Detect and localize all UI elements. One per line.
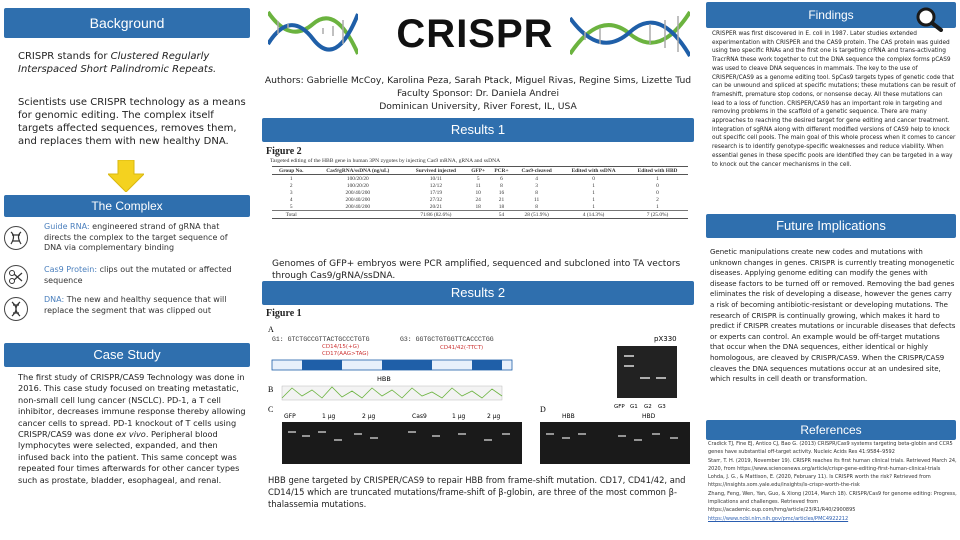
- case-study-body: The first study of CRISPR/CAS9 Technology was done in 2016. This case study focused on treating metastatic, non-small cell lung cancer (NSCLC). PD-1, a T cell inhibitor, decreases immune response thereby allowing cancer cells to spread. PD-1 knockout of T cells using CRISPR/CAS9 was done ex vivo. Peripheral blood lymphocytes were selected, expanded, and then infused back into the patient. This same concept was repeated four times afterwards for other cancer types such as prostate, bladder, esophageal, and renal.: [18, 372, 246, 485]
- background-definition: [18, 50, 250, 76]
- authors-block: [262, 74, 694, 113]
- complex-item-guide-rna: [4, 222, 254, 256]
- table-cell: 200/40/200: [345, 189, 371, 196]
- complex-item-cas9: [4, 265, 254, 295]
- table-cell: 1: [289, 175, 293, 182]
- figure-2: [262, 146, 694, 252]
- complex-heading: The Complex: [4, 195, 250, 217]
- gene-label: HBB: [377, 375, 391, 383]
- table-row: [272, 175, 688, 183]
- exon-block: [382, 360, 432, 370]
- references-heading: References: [706, 420, 956, 440]
- table-cell: 200/40/200: [345, 196, 371, 203]
- figure-1: [262, 308, 694, 468]
- references-list: [708, 440, 958, 523]
- table-row: [272, 211, 688, 219]
- background-heading: Background: [4, 8, 250, 38]
- lane-label: G3: [658, 404, 666, 410]
- sequence-g3: G3: GGTGCTGTGGTTCACCCTGG: [400, 336, 494, 343]
- complex-item-text: Cas9 Protein: clips out the mutated or affected sequence: [44, 265, 232, 285]
- mutation-label: CD14/15(+G): [322, 344, 360, 350]
- table-cell: 8: [535, 189, 538, 196]
- results-1-heading: Results 1: [262, 118, 694, 142]
- results-1-text: Genomes of GFP+ embryos were PCR amplified, sequenced and subcloned into TA vectors through Cas9/gRNA/ssDNA.: [272, 259, 681, 281]
- table-cell: 24: [475, 196, 481, 203]
- table-cell: 4: [535, 175, 538, 182]
- gel-label: HBD: [642, 413, 656, 420]
- implications-body: Genetic manipulations create new codes and mutations with unknown changes in genes. CRISPR is currently treating monogenetic diseases. Applying genome editing can modify the genes with disease factors to be turned off or removed. Removing the bad genes eliminates the risk of developing a disease, however the genes carry a risk of becoming antibiotic-resistant or developing mutations. The research of CRISPR is continually growing, which makes it hard to predict if CRISPR creates mutations or incurable diseases that defects or experts can control. An example would be off-target mutations that occur when the DNA sequences, either identical or highly homologous, are cleaved by CRISPR/CAS9. When the CRISPR/CAS9 cleaves the DNA sequences mutations occur at an undesired site, which results in cell death or transformation.: [710, 248, 956, 384]
- table-cell: 27/32: [429, 196, 443, 203]
- definition-italic: Clustered Regularly Interspaced Short Palindromic Repeats.: [18, 51, 217, 75]
- results-table: [272, 166, 688, 219]
- table-header-cell: Survived injected: [415, 167, 457, 174]
- dna-icon: [4, 297, 28, 321]
- table-cell: 3: [289, 189, 293, 196]
- table-cell: 100/20/20: [346, 182, 369, 189]
- table-cell: 1: [592, 196, 595, 203]
- table-row: [272, 203, 688, 211]
- table-header-cell: Edited with ssDNA: [571, 167, 616, 174]
- reference-item: Cradick TJ, Fine EJ, Antico CJ, Bao G. (2013) CRISPR/Cas9 systems targeting beta-globin and CCR5 genes have substantial off-target activity. Nucleic Acids Res 41:9584–9592: [708, 441, 953, 456]
- scissors-icon: [4, 265, 28, 289]
- gel-label: Cas9: [412, 413, 427, 420]
- reference-item: Zhang, Feng, Wen, Yan, Guo, & Xiong (2014, March 18). CRISPR/Cas9 for genome editing: Progress, implications and challenges. Retrieved from https://academic.oup.com/hmg/article/23/R1/R40/2900895: [708, 490, 957, 514]
- complex-item-dna: [4, 295, 254, 325]
- table-cell: 1: [592, 203, 595, 210]
- lane-label: G1: [630, 404, 638, 410]
- table-cell: 1: [592, 189, 595, 196]
- complex-item-text: Guide RNA: engineered strand of gRNA that directs the complex to the target sequence of DNA via complementary binding: [44, 222, 228, 252]
- authors-line: Authors: Gabrielle McCoy, Karolina Peza, Sarah Ptack, Miguel Rivas, Regine Sims, Lizette Tud: [264, 75, 692, 86]
- mutation-label: CD41/42(-TTCT): [440, 345, 484, 351]
- implications-heading: Future Implications: [706, 214, 956, 238]
- table-cell: 0: [656, 182, 659, 189]
- exon-block: [472, 360, 502, 370]
- gel-image: [282, 422, 522, 464]
- poster-title: CRISPR: [396, 12, 554, 56]
- gel-label: 2 μg: [362, 413, 376, 420]
- table-cell: 54: [498, 211, 505, 218]
- definition-prefix: CRISPR stands for: [18, 51, 111, 62]
- table-cell: 28 (51.9%): [524, 211, 549, 218]
- table-cell: 0: [592, 175, 595, 182]
- table-cell: 5: [289, 203, 293, 210]
- gel-label: 1 μg: [322, 413, 336, 420]
- table-cell: 2: [656, 196, 659, 203]
- table-cell: 0: [656, 189, 659, 196]
- chromatogram: [282, 386, 502, 400]
- magnifier-icon: [914, 6, 944, 32]
- figure-label: Figure 1: [266, 308, 302, 319]
- panel-label: D: [540, 405, 546, 414]
- table-row: [272, 196, 688, 203]
- table-cell: 4: [289, 196, 293, 203]
- table-cell: 100/20/20: [346, 175, 369, 182]
- gene-icon: [4, 226, 28, 250]
- figure-1-graphic: [262, 308, 694, 468]
- panel-label: B: [268, 385, 274, 394]
- gel-label: HBB: [562, 413, 575, 420]
- results-2-heading: Results 2: [262, 281, 694, 305]
- table-header-cell: Cas9/gRNA/ssDNA (ng/uL): [326, 167, 390, 174]
- table-cell: 6: [500, 175, 503, 182]
- dna-helix-icon: [268, 4, 358, 64]
- mutation-label: CD17(AAG>TAG): [322, 351, 369, 357]
- complex-item-text: DNA: The new and healthy sequence that will replace the segment that was clipped out: [44, 295, 227, 315]
- table-cell: 71/86 (82.6%): [420, 211, 452, 218]
- table-cell: Total: [285, 211, 297, 218]
- table-cell: 8: [535, 203, 538, 210]
- table-cell: 2: [289, 182, 293, 189]
- lane-label: GFP: [614, 404, 625, 410]
- findings-heading: Findings: [706, 2, 956, 28]
- background-body: Scientists use CRISPR technology as a means for genomic editing. The complex itself targets affected sequences, removes them, and replaces them with new healthy DNA.: [18, 97, 246, 147]
- table-cell: 16: [498, 189, 505, 196]
- table-cell: 10/11: [429, 175, 442, 182]
- panel-label: A: [268, 325, 274, 334]
- sponsor-line: Faculty Sponsor: Dr. Daniela Andrei: [396, 88, 559, 99]
- table-cell: 3: [535, 182, 538, 189]
- table-cell: 11: [534, 196, 540, 203]
- table-row: [272, 189, 688, 196]
- lane-label: G2: [644, 404, 652, 410]
- table-cell: 12/12: [429, 182, 443, 189]
- table-header-cell: GFP+: [471, 167, 486, 174]
- table-header-cell: Edited with HBD: [637, 167, 678, 174]
- table-cell: 8: [500, 182, 503, 189]
- reference-link[interactable]: https://www.ncbi.nlm.nih.gov/pmc/articles/PMC4922212: [708, 515, 849, 522]
- table-cell: 10: [475, 189, 481, 196]
- table-cell: [311, 211, 406, 219]
- gel-label: 1 μg: [452, 413, 466, 420]
- institution-line: Dominican University, River Forest, IL, USA: [379, 101, 577, 112]
- table-row: [272, 182, 688, 189]
- table-cell: [467, 211, 490, 219]
- plasmid-label: pX330: [654, 335, 677, 343]
- table-header-cell: Group No.: [279, 167, 304, 174]
- findings-body: CRISPER was first discovered in E. coli in 1987. Later studies extended experimentation with CRISPER and the CAS9 protein. The CAS protein was guided using two specific RNAs and the first one is targeting crRNA and trans-activating TracrRNA these work together to cut the DNA sequence the complex forms pCAS9 was used to cleave DNA sequences in mammals. The key to the use of CRISPER/CAS9 as a genome editing tool. SpCas9 targets types of genetic code that can be unwound and spliced at specific mutations; these mutations can be result of frameshift, premature stop codons, or nonsense decay. All these mutations can lead to a loss of function. CRISPER/CAS9 has an important role in targeting and removing problems in the scaffold of a genetic sequence. There are many approaches to reaching the desired target for gene editing and cancer treatment. Integration of sgRNA along with different modified versions of CAS9 help to knock out specific cell pools. The main goal of this whole process when it comes to cancer research is to identify genotype-specific weaknesses and reduce viability. When essential genes in these specific pools are identified they can be targeted in a way to knock out the cancer mechanisms in the cell.: [712, 31, 956, 168]
- table-cell: 1: [592, 182, 595, 189]
- gel-label: 2 μg: [487, 413, 501, 420]
- case-study-heading: Case Study: [4, 343, 250, 367]
- figure-caption: Targeted editing of the HBB gene in human 3PN zygotes by injecting Cas9 mRNA, gRNA and ssDNA: [270, 158, 501, 164]
- table-cell: 18: [475, 203, 481, 210]
- exon-block: [302, 360, 342, 370]
- gel-image: [540, 422, 690, 464]
- table-cell: 21: [498, 196, 505, 203]
- table-header-cell: Cas9-cleaved: [521, 167, 552, 174]
- dna-helix-icon: [570, 4, 690, 64]
- gel-label: GFP: [284, 413, 296, 420]
- table-cell: 1: [656, 203, 659, 210]
- table-cell: 1: [656, 175, 659, 182]
- sequence-g1: G1: GTCTGCCGTTACTGCCCTGTG: [272, 336, 370, 343]
- gel-image: [617, 346, 677, 398]
- table-cell: 20/21: [429, 203, 443, 210]
- table-cell: 5: [476, 175, 480, 182]
- reference-item: Starr, T. H. (2019, November 19). CRISPR reaches its first human clinical trials. Retrieved March 24, 2020, from https://www.sciencenews.org/article/crispr-gene-editing-first-human-clinical-trials: [708, 457, 957, 472]
- table-header-cell: PCR+: [494, 167, 509, 174]
- figure-label: Figure 2: [266, 146, 302, 157]
- down-arrow-icon: [108, 160, 144, 192]
- table-cell: 200/40/200: [345, 203, 371, 210]
- reference-item: Lohda, J. G., & Mattison, E. (2020, February 11). Is CRISPR worth the risk? Retrieved from https://insights.som.yale.edu/insights/is-crispr-worth-the-risk: [708, 474, 931, 489]
- results-2-text: HBB gene targeted by CRISPER/CAS9 to repair HBB from frame-shift mutation. CD17, CD41/42, and CD14/15 which are truncated mutations/frame-shift of β-globin, are three of the most common β-thalassemia mutations.: [268, 475, 686, 509]
- table-cell: 4 (14.3%): [582, 211, 605, 218]
- table-cell: 18: [498, 203, 505, 210]
- table-cell: 7 (25.0%): [646, 211, 669, 218]
- table-cell: 17/19: [429, 189, 443, 196]
- panel-label: C: [268, 405, 274, 414]
- table-cell: 11: [475, 182, 481, 189]
